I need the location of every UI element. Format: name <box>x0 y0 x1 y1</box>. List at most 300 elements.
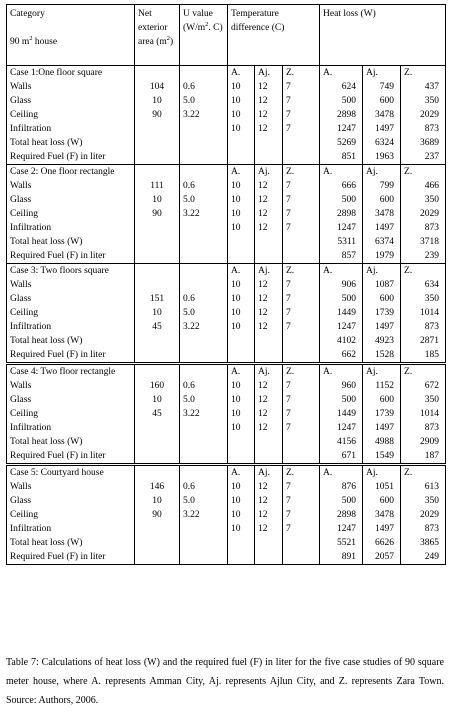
case-title-row <box>7 264 446 279</box>
temp-zara-value: 7 <box>283 80 320 94</box>
temp-ajlun-value <box>255 235 283 249</box>
table-row <box>7 480 446 494</box>
u-value: 5.0 <box>180 94 228 108</box>
temp-zara-value: 7 <box>283 221 320 235</box>
table-row <box>7 292 446 306</box>
net-area-value <box>135 334 180 348</box>
temp-amman-value: 10 <box>228 494 255 508</box>
heat-amman-value: 500 <box>320 94 363 108</box>
heat-zara-value: 3689 <box>401 136 446 150</box>
row-label: Required Fuel (F) in liter <box>7 550 135 565</box>
heat-subheader: Z. <box>401 364 446 380</box>
temp-zara-value: 7 <box>283 480 320 494</box>
u-value <box>180 122 228 136</box>
heat-subheader: Aj. <box>363 165 401 180</box>
temp-ajlun-value: 12 <box>255 494 283 508</box>
header-u-value <box>180 5 228 66</box>
temp-amman-value <box>228 150 255 165</box>
table-row <box>7 207 446 221</box>
blank-cell <box>180 264 228 279</box>
heat-amman-value: 5521 <box>320 536 363 550</box>
heat-ajlun-value: 600 <box>363 393 401 407</box>
temp-zara-value <box>283 334 320 348</box>
heat-subheader: Z. <box>401 264 446 279</box>
heat-amman-value: 906 <box>320 278 363 292</box>
temp-zara-value: 7 <box>283 94 320 108</box>
temp-zara-value: 7 <box>283 207 320 221</box>
heat-amman-value: 1449 <box>320 407 363 421</box>
heat-ajlun-value: 1152 <box>363 379 401 393</box>
row-label: Walls <box>7 379 135 393</box>
net-area-value: 104 <box>135 80 180 94</box>
heat-zara-value: 350 <box>401 292 446 306</box>
table-row <box>7 179 446 193</box>
row-label: Glass <box>7 292 135 306</box>
heat-zara-value: 466 <box>401 179 446 193</box>
heat-zara-value: 873 <box>401 221 446 235</box>
blank-cell <box>135 66 180 81</box>
heat-ajlun-value: 1528 <box>363 348 401 364</box>
heat-ajlun-value: 3478 <box>363 108 401 122</box>
table-row <box>7 393 446 407</box>
heat-amman-value: 4102 <box>320 334 363 348</box>
heat-ajlun-value: 1087 <box>363 278 401 292</box>
heat-zara-value: 3718 <box>401 235 446 249</box>
heat-zara-value: 239 <box>401 249 446 264</box>
heat-amman-value: 2898 <box>320 207 363 221</box>
heat-amman-value: 671 <box>320 449 363 465</box>
uvalue-sup: 2 <box>205 20 209 28</box>
heat-amman-value: 624 <box>320 80 363 94</box>
table-row <box>7 221 446 235</box>
heat-amman-value: 662 <box>320 348 363 364</box>
heat-amman-value: 2898 <box>320 508 363 522</box>
heat-ajlun-value: 600 <box>363 494 401 508</box>
net-area-value: 90 <box>135 207 180 221</box>
heat-subheader: Aj. <box>363 465 401 481</box>
case-title-row <box>7 364 446 380</box>
net-area-value <box>135 421 180 435</box>
table-row <box>7 193 446 207</box>
temp-amman-value: 10 <box>228 320 255 334</box>
temp-amman-value: 10 <box>228 522 255 536</box>
temp-zara-value <box>283 435 320 449</box>
u-value: 0.6 <box>180 379 228 393</box>
net-area-value <box>135 278 180 292</box>
row-label: Infiltration <box>7 421 135 435</box>
table-row <box>7 108 446 122</box>
case-title: Case 1:One floor square <box>7 66 135 81</box>
heat-ajlun-value: 600 <box>363 292 401 306</box>
heat-ajlun-value: 2057 <box>363 550 401 565</box>
heat-amman-value: 960 <box>320 379 363 393</box>
row-label: Walls <box>7 278 135 292</box>
blank-cell <box>135 264 180 279</box>
temp-zara-value: 7 <box>283 108 320 122</box>
heat-zara-value: 350 <box>401 393 446 407</box>
temp-amman-value: 10 <box>228 221 255 235</box>
heat-amman-value: 1247 <box>320 221 363 235</box>
heat-subheader: A. <box>320 264 363 279</box>
table-caption: Table 7: Calculations of heat loss (W) and the required fuel (F) in liter for the five case studies of 90 square meter house, where A. represents Amman City, Aj. represents Ajlun City, and Z. represents Zara Town. Source: Authors, 2006. <box>6 657 444 706</box>
temp-subheader: Aj. <box>255 465 283 481</box>
house-size-text: 90 m <box>10 37 30 47</box>
u-value <box>180 150 228 165</box>
heat-zara-value: 350 <box>401 494 446 508</box>
row-label: Total heat loss (W) <box>7 136 135 150</box>
net-area-value <box>135 221 180 235</box>
table-row <box>7 348 446 364</box>
row-label: Infiltration <box>7 122 135 136</box>
u-value: 3.22 <box>180 207 228 221</box>
table-row <box>7 320 446 334</box>
temp-zara-value <box>283 249 320 264</box>
heat-zara-value: 873 <box>401 421 446 435</box>
heat-zara-value: 634 <box>401 278 446 292</box>
heat-subheader: Z. <box>401 165 446 180</box>
heat-amman-value: 666 <box>320 179 363 193</box>
net-area-value <box>135 536 180 550</box>
case-title: Case 3: Two floors square <box>7 264 135 279</box>
table-row <box>7 249 446 264</box>
row-label: Ceiling <box>7 508 135 522</box>
net-area-value: 160 <box>135 379 180 393</box>
heat-zara-value: 3865 <box>401 536 446 550</box>
heat-ajlun-value: 1497 <box>363 122 401 136</box>
temp-ajlun-value: 12 <box>255 306 283 320</box>
net-area-value <box>135 449 180 465</box>
temp-subheader: Z. <box>283 364 320 380</box>
temp-amman-value: 10 <box>228 292 255 306</box>
temp-ajlun-value: 12 <box>255 421 283 435</box>
header-house-size <box>10 35 57 49</box>
net-area-value <box>135 136 180 150</box>
blank-cell <box>180 66 228 81</box>
heat-zara-value: 672 <box>401 379 446 393</box>
temp-subheader: Aj. <box>255 264 283 279</box>
table-row <box>7 522 446 536</box>
temp-ajlun-value: 12 <box>255 80 283 94</box>
temp-amman-value <box>228 435 255 449</box>
heat-amman-value: 1449 <box>320 306 363 320</box>
temp-amman-value <box>228 235 255 249</box>
temp-ajlun-value: 12 <box>255 108 283 122</box>
temp-ajlun-value <box>255 536 283 550</box>
heat-amman-value: 857 <box>320 249 363 264</box>
temp-ajlun-value: 12 <box>255 94 283 108</box>
row-label: Walls <box>7 179 135 193</box>
temp-subheader: Aj. <box>255 165 283 180</box>
heat-ajlun-value: 1979 <box>363 249 401 264</box>
temp-zara-value: 7 <box>283 522 320 536</box>
u-value: 3.22 <box>180 407 228 421</box>
heat-subheader: A. <box>320 66 363 81</box>
row-label: Infiltration <box>7 221 135 235</box>
heat-amman-value: 1247 <box>320 122 363 136</box>
case-title: Case 2: One floor rectangle <box>7 165 135 180</box>
heat-subheader: A. <box>320 465 363 481</box>
heat-zara-value: 873 <box>401 122 446 136</box>
heat-zara-value: 873 <box>401 320 446 334</box>
temp-zara-value <box>283 150 320 165</box>
temp-ajlun-value: 12 <box>255 292 283 306</box>
heat-zara-value: 2029 <box>401 207 446 221</box>
heat-ajlun-value: 3478 <box>363 207 401 221</box>
case-title: Case 5: Courtyard house <box>7 465 135 481</box>
temp-subheader: A. <box>228 364 255 380</box>
temp-ajlun-value <box>255 249 283 264</box>
heat-subheader: A. <box>320 364 363 380</box>
table-row <box>7 278 446 292</box>
temp-subheader: Z. <box>283 264 320 279</box>
net-area-value: 151 <box>135 292 180 306</box>
temp-ajlun-value: 12 <box>255 379 283 393</box>
heat-zara-value: 249 <box>401 550 446 565</box>
net-area-value: 10 <box>135 494 180 508</box>
table-row <box>7 94 446 108</box>
heat-ajlun-value: 749 <box>363 80 401 94</box>
heat-zara-value: 873 <box>401 522 446 536</box>
temp-zara-value: 7 <box>283 292 320 306</box>
table-row <box>7 494 446 508</box>
temp-ajlun-value <box>255 334 283 348</box>
heat-amman-value: 500 <box>320 393 363 407</box>
net-area-value: 10 <box>135 306 180 320</box>
u-value: 3.22 <box>180 508 228 522</box>
temp-amman-value <box>228 536 255 550</box>
u-value: 0.6 <box>180 80 228 94</box>
u-value: 5.0 <box>180 306 228 320</box>
temp-ajlun-value <box>255 550 283 565</box>
net-area-value <box>135 435 180 449</box>
temp-zara-value <box>283 235 320 249</box>
temp-ajlun-value: 12 <box>255 320 283 334</box>
u-value: 5.0 <box>180 193 228 207</box>
table-row <box>7 421 446 435</box>
heat-zara-value: 187 <box>401 449 446 465</box>
temp-zara-value <box>283 536 320 550</box>
temp-zara-value: 7 <box>283 122 320 136</box>
u-value: 0.6 <box>180 292 228 306</box>
blank-cell <box>135 165 180 180</box>
temp-ajlun-value <box>255 435 283 449</box>
temp-amman-value: 10 <box>228 480 255 494</box>
net-area-value <box>135 249 180 264</box>
row-label: Required Fuel (F) in liter <box>7 348 135 364</box>
net-area-value <box>135 122 180 136</box>
u-value <box>180 435 228 449</box>
temp-ajlun-value: 12 <box>255 221 283 235</box>
heat-subheader: Aj. <box>363 264 401 279</box>
u-value <box>180 334 228 348</box>
heat-amman-value: 500 <box>320 193 363 207</box>
heat-ajlun-value: 4923 <box>363 334 401 348</box>
row-label: Ceiling <box>7 306 135 320</box>
row-label: Total heat loss (W) <box>7 235 135 249</box>
temp-zara-value: 7 <box>283 508 320 522</box>
blank-cell <box>180 364 228 380</box>
temp-amman-value: 10 <box>228 94 255 108</box>
temp-amman-value: 10 <box>228 508 255 522</box>
row-label: Infiltration <box>7 320 135 334</box>
u-value <box>180 136 228 150</box>
net-area-value: 90 <box>135 108 180 122</box>
temp-ajlun-value: 12 <box>255 122 283 136</box>
temp-ajlun-value: 12 <box>255 522 283 536</box>
temp-amman-value <box>228 334 255 348</box>
heat-zara-value: 350 <box>401 193 446 207</box>
row-label: Required Fuel (F) in liter <box>7 249 135 264</box>
heat-ajlun-value: 6626 <box>363 536 401 550</box>
heat-ajlun-value: 1549 <box>363 449 401 465</box>
heat-zara-value: 2871 <box>401 334 446 348</box>
temp-zara-value <box>283 348 320 364</box>
temp-zara-value: 7 <box>283 306 320 320</box>
net-area-value: 146 <box>135 480 180 494</box>
heat-loss-table <box>6 4 446 565</box>
heat-amman-value: 1247 <box>320 522 363 536</box>
temp-amman-value: 10 <box>228 306 255 320</box>
temp-ajlun-value: 12 <box>255 193 283 207</box>
case-title-row <box>7 165 446 180</box>
temp-amman-value: 10 <box>228 122 255 136</box>
temp-ajlun-value: 12 <box>255 393 283 407</box>
heat-amman-value: 2898 <box>320 108 363 122</box>
blank-cell <box>135 364 180 380</box>
table-row <box>7 334 446 348</box>
heat-amman-value: 500 <box>320 292 363 306</box>
row-label: Required Fuel (F) in liter <box>7 150 135 165</box>
temp-zara-value: 7 <box>283 393 320 407</box>
table-row <box>7 379 446 393</box>
temp-subheader: Z. <box>283 465 320 481</box>
blank-cell <box>135 465 180 481</box>
table-row <box>7 122 446 136</box>
table-row <box>7 306 446 320</box>
u-value <box>180 550 228 565</box>
row-label: Ceiling <box>7 207 135 221</box>
temp-amman-value: 10 <box>228 407 255 421</box>
u-value: 3.22 <box>180 108 228 122</box>
row-label: Total heat loss (W) <box>7 536 135 550</box>
u-value <box>180 522 228 536</box>
temp-subheader: Aj. <box>255 364 283 380</box>
row-label: Glass <box>7 193 135 207</box>
temp-amman-value <box>228 550 255 565</box>
heat-subheader: Z. <box>401 66 446 81</box>
heat-amman-value: 500 <box>320 494 363 508</box>
temp-zara-value: 7 <box>283 193 320 207</box>
heat-ajlun-value: 6374 <box>363 235 401 249</box>
u-value: 0.6 <box>180 480 228 494</box>
u-value <box>180 536 228 550</box>
temp-ajlun-value: 12 <box>255 480 283 494</box>
house-size-suffix: house <box>32 37 58 47</box>
table-row <box>7 407 446 421</box>
table-row <box>7 435 446 449</box>
temp-zara-value: 7 <box>283 179 320 193</box>
net-area-value <box>135 348 180 364</box>
area-label: Net exterior area (m <box>138 9 168 47</box>
u-value: 0.6 <box>180 179 228 193</box>
heat-ajlun-value: 1497 <box>363 421 401 435</box>
temp-amman-value <box>228 249 255 264</box>
temp-zara-value <box>283 136 320 150</box>
temp-ajlun-value: 12 <box>255 207 283 221</box>
temp-amman-value: 10 <box>228 278 255 292</box>
temp-zara-value: 7 <box>283 421 320 435</box>
table-body <box>7 66 446 565</box>
temp-amman-value: 10 <box>228 207 255 221</box>
heat-zara-value: 1014 <box>401 306 446 320</box>
temp-amman-value: 10 <box>228 193 255 207</box>
temp-amman-value: 10 <box>228 379 255 393</box>
temp-ajlun-value <box>255 136 283 150</box>
heat-subheader: Z. <box>401 465 446 481</box>
area-close: ) <box>170 37 174 47</box>
net-area-value: 45 <box>135 320 180 334</box>
temp-zara-value: 7 <box>283 278 320 292</box>
net-area-value: 45 <box>135 407 180 421</box>
net-area-value: 111 <box>135 179 180 193</box>
temp-amman-value: 10 <box>228 108 255 122</box>
table-row <box>7 550 446 565</box>
table-row <box>7 80 446 94</box>
temp-zara-value: 7 <box>283 494 320 508</box>
heat-ajlun-value: 1739 <box>363 407 401 421</box>
heat-ajlun-value: 1963 <box>363 150 401 165</box>
heat-ajlun-value: 1739 <box>363 306 401 320</box>
net-area-value: 10 <box>135 193 180 207</box>
heat-ajlun-value: 600 <box>363 94 401 108</box>
header-net-area <box>135 5 180 66</box>
row-label: Glass <box>7 393 135 407</box>
table-row <box>7 536 446 550</box>
u-value <box>180 348 228 364</box>
temp-zara-value <box>283 449 320 465</box>
heat-amman-value: 851 <box>320 150 363 165</box>
temp-zara-value: 7 <box>283 407 320 421</box>
temp-ajlun-value: 12 <box>255 179 283 193</box>
u-value <box>180 278 228 292</box>
heat-subheader: A. <box>320 165 363 180</box>
heat-zara-value: 2909 <box>401 435 446 449</box>
temp-subheader: A. <box>228 264 255 279</box>
heat-zara-value: 437 <box>401 80 446 94</box>
heat-ajlun-value: 1497 <box>363 320 401 334</box>
header-category <box>7 5 135 66</box>
heat-ajlun-value: 3478 <box>363 508 401 522</box>
heat-amman-value: 1247 <box>320 421 363 435</box>
table-header-row <box>7 5 446 66</box>
row-label: Glass <box>7 94 135 108</box>
blank-cell <box>180 465 228 481</box>
temp-amman-value <box>228 449 255 465</box>
heat-ajlun-value: 6324 <box>363 136 401 150</box>
u-value <box>180 221 228 235</box>
u-value <box>180 249 228 264</box>
heat-ajlun-value: 799 <box>363 179 401 193</box>
temp-amman-value: 10 <box>228 421 255 435</box>
table-row <box>7 508 446 522</box>
header-temperature-difference: Temperature difference (C) <box>228 5 320 66</box>
temp-amman-value <box>228 348 255 364</box>
row-label: Ceiling <box>7 108 135 122</box>
heat-ajlun-value: 1051 <box>363 480 401 494</box>
temp-subheader: A. <box>228 165 255 180</box>
row-label: Walls <box>7 480 135 494</box>
heat-amman-value: 1247 <box>320 320 363 334</box>
